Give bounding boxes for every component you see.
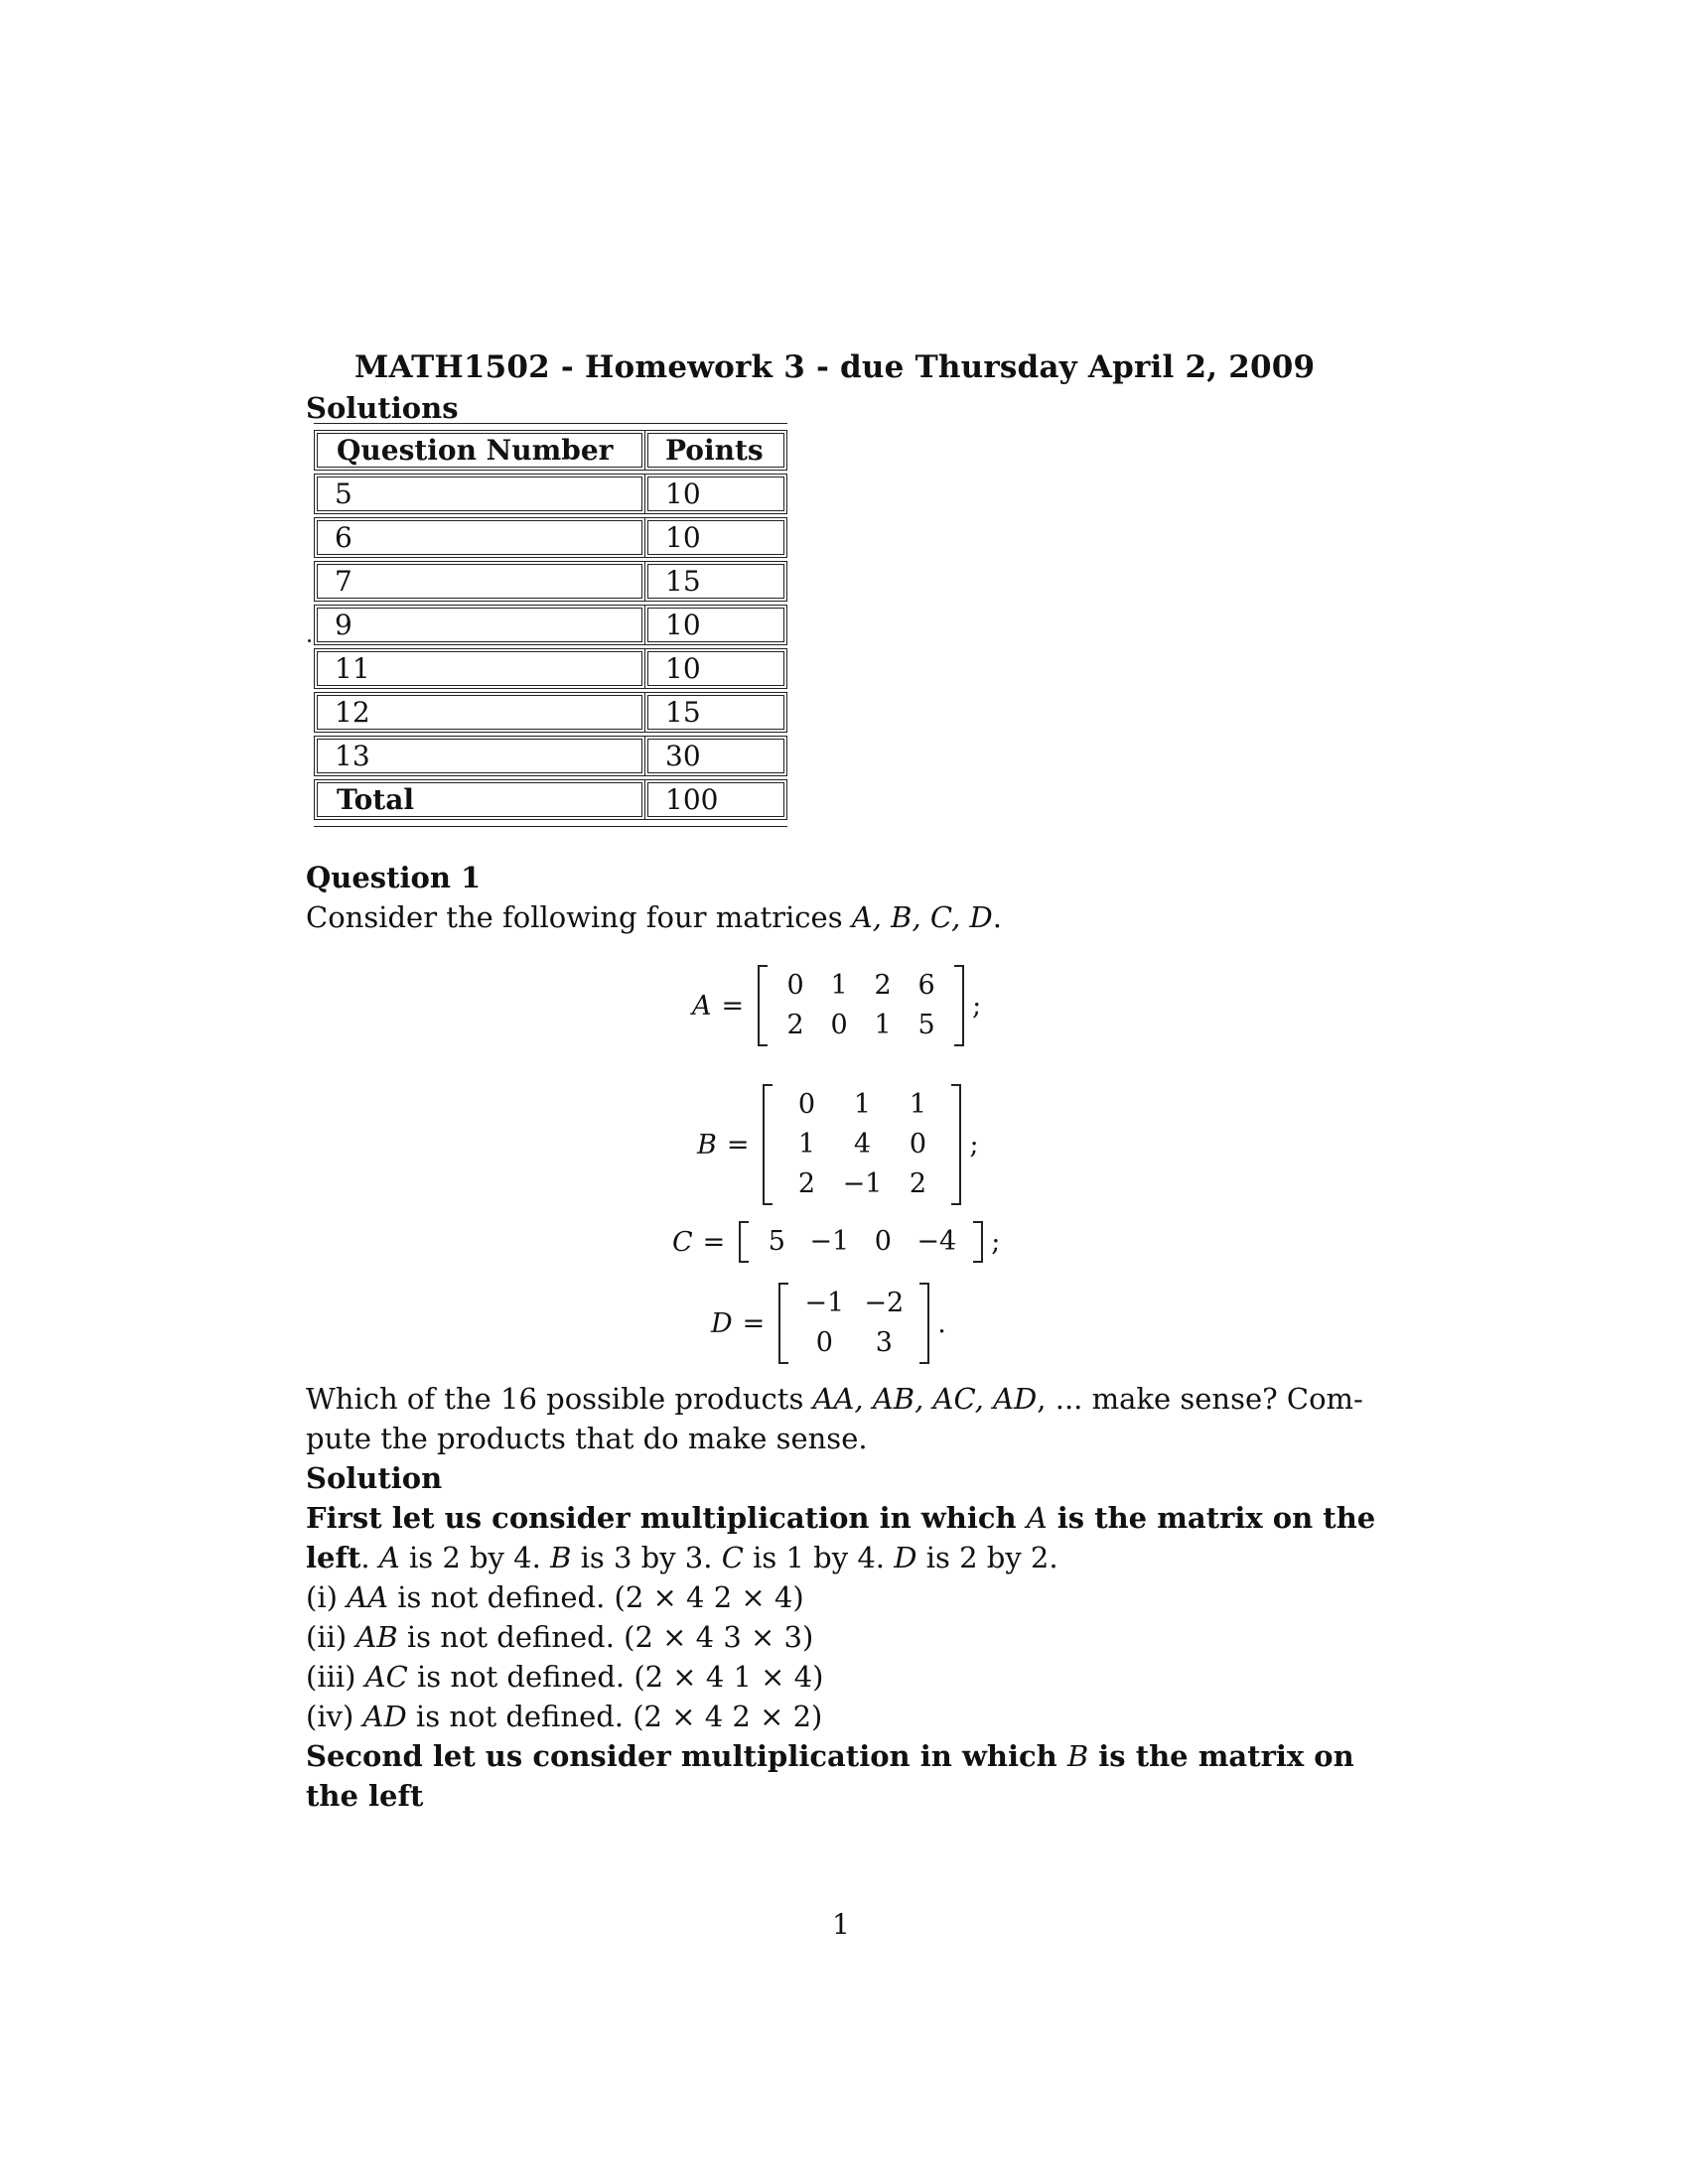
matrix-cell: 1 <box>830 970 848 1001</box>
dim-text: is 2 by 2. <box>916 1541 1058 1574</box>
question-cell: 7 <box>314 561 645 602</box>
question-cell: 13 <box>314 736 645 776</box>
item-number: (ii) <box>306 1620 356 1654</box>
matrix-cell: 0 <box>797 1089 816 1120</box>
math-var: B <box>550 1541 572 1574</box>
matrix-a <box>692 965 981 1046</box>
prompt-line-2: pute the products that do make sense. <box>306 1422 868 1455</box>
matrix-cell: −1 <box>804 1288 845 1318</box>
matrix-cell: 0 <box>815 1327 833 1358</box>
bold-text: left <box>306 1541 361 1574</box>
matrix-d-name: D <box>711 1307 733 1339</box>
matrix-d-trail: . <box>937 1307 946 1339</box>
matrix-c-name: C <box>672 1226 693 1258</box>
table-row <box>314 648 787 689</box>
item-text: is not defined. (2 × 4 3 × 3) <box>397 1620 814 1654</box>
stray-dot-mark <box>308 639 311 642</box>
equals-sign: = <box>721 990 745 1022</box>
equals-sign: = <box>726 1129 750 1160</box>
matrix-cell: 4 <box>853 1129 872 1160</box>
matrix-cell: 5 <box>768 1226 785 1257</box>
table-header-row <box>314 430 787 471</box>
points-cell: 30 <box>645 736 787 776</box>
matrix-cell: 1 <box>874 1010 892 1040</box>
math-var: D <box>894 1541 917 1574</box>
matrix-cell: 2 <box>797 1168 816 1199</box>
table-row <box>314 692 787 733</box>
item-text: is not defined. (2 × 4 2 × 2) <box>406 1700 823 1733</box>
matrix-cell: 1 <box>853 1089 872 1120</box>
item-number: (i) <box>306 1580 348 1614</box>
table-total-row <box>314 779 787 820</box>
bold-text: is the matrix on the <box>1047 1501 1376 1535</box>
item-text: is not defined. (2 × 4 1 × 4) <box>407 1660 824 1694</box>
points-cell: 10 <box>645 648 787 689</box>
answer-item <box>306 1697 822 1736</box>
question-cell: 11 <box>314 648 645 689</box>
solution-heading: Solution <box>306 1461 443 1495</box>
question-1-heading: Question 1 <box>306 861 482 894</box>
points-table <box>314 423 787 827</box>
matrix-cell: 0 <box>909 1129 927 1160</box>
matrix-a-trail: ; <box>972 990 982 1022</box>
table-row <box>314 561 787 602</box>
matrix-b <box>697 1084 979 1205</box>
bold-text: is the matrix on <box>1088 1739 1354 1773</box>
matrix-b-body <box>763 1084 961 1205</box>
matrix-c-body <box>739 1221 983 1263</box>
table-row <box>314 736 787 776</box>
item-number: (iv) <box>306 1700 363 1733</box>
solutions-heading: Solutions <box>306 391 459 425</box>
math-var: C <box>721 1541 744 1574</box>
matrix-cell: 2 <box>874 970 892 1001</box>
question-cell: 6 <box>314 517 645 558</box>
answer-item <box>306 1657 823 1697</box>
matrix-d <box>711 1283 946 1364</box>
total-label: Total <box>314 779 645 820</box>
matrix-cell: 1 <box>909 1089 927 1120</box>
matrix-c-trail: ; <box>991 1226 1001 1258</box>
equals-sign: = <box>742 1307 766 1339</box>
matrix-cell: −1 <box>842 1168 883 1199</box>
first-case-line-1 <box>306 1498 1375 1538</box>
table-row <box>314 517 787 558</box>
points-cell: 15 <box>645 692 787 733</box>
matrix-cell: 0 <box>874 1226 892 1257</box>
product-name: AB <box>355 1620 398 1654</box>
question-cell: 5 <box>314 474 645 514</box>
points-cell: 10 <box>645 517 787 558</box>
matrix-cell: 2 <box>909 1168 927 1199</box>
dim-text: is 1 by 4. <box>743 1541 895 1574</box>
matrix-cell: 6 <box>917 970 935 1001</box>
matrix-cell: −4 <box>916 1226 957 1257</box>
intro-end: . <box>992 900 1002 934</box>
product-name: AC <box>364 1660 408 1694</box>
points-cell: 15 <box>645 561 787 602</box>
column-header-question: Question Number <box>314 430 645 471</box>
matrix-c <box>672 1221 1000 1263</box>
equals-sign: = <box>702 1226 726 1258</box>
bold-text: First let us consider multiplication in which <box>306 1501 1027 1535</box>
item-number: (iii) <box>306 1660 365 1694</box>
document-title: MATH1502 - Homework 3 - due Thursday April 2, 2009 <box>354 349 1316 385</box>
table-row <box>314 474 787 514</box>
points-cell: 10 <box>645 474 787 514</box>
answer-item <box>306 1577 804 1617</box>
matrix-cell: −1 <box>809 1226 850 1257</box>
prompt-vars: AA, AB, AC, AD <box>812 1382 1038 1416</box>
product-name: AA <box>347 1580 389 1614</box>
question-cell: 12 <box>314 692 645 733</box>
second-case-line-1 <box>306 1736 1354 1776</box>
prompt-text: , ... make sense? Com- <box>1037 1382 1363 1416</box>
dim-text: is 3 by 3. <box>571 1541 722 1574</box>
matrix-cell: 1 <box>797 1129 816 1160</box>
math-var: B <box>1066 1739 1089 1773</box>
table-row <box>314 605 787 645</box>
prompt-text: Which of the 16 possible products <box>306 1382 813 1416</box>
matrix-b-name: B <box>697 1129 717 1160</box>
question-1-intro <box>306 897 1002 937</box>
second-case-line-2: the left <box>306 1779 424 1813</box>
matrix-cell: 5 <box>917 1010 935 1040</box>
page-number: 1 <box>832 1908 850 1941</box>
first-case-line-2: left. A is 2 by 4. B is 3 by 3. C is 1 by 4. D is 2 by 2. <box>306 1541 1058 1574</box>
math-var: A <box>378 1541 400 1574</box>
item-text: is not defined. (2 × 4 2 × 4) <box>388 1580 804 1614</box>
matrix-cell: 3 <box>875 1327 893 1358</box>
product-name: AD <box>362 1700 407 1733</box>
matrix-cell: −2 <box>864 1288 905 1318</box>
matrix-a-name: A <box>692 990 712 1022</box>
prompt-line-1 <box>306 1379 1363 1419</box>
matrix-cell: 2 <box>786 1010 804 1040</box>
question-cell: 9 <box>314 605 645 645</box>
column-header-points: Points <box>645 430 787 471</box>
answer-item <box>306 1617 813 1657</box>
points-cell: 10 <box>645 605 787 645</box>
total-points: 100 <box>645 779 787 820</box>
math-var: A <box>1026 1501 1048 1535</box>
matrix-d-body <box>778 1283 929 1364</box>
bold-text: Second let us consider multiplication in which <box>306 1739 1067 1773</box>
intro-text: Consider the following four matrices <box>306 900 852 934</box>
matrix-cell: 0 <box>786 970 804 1001</box>
matrix-cell: 0 <box>830 1010 848 1040</box>
matrix-b-trail: ; <box>969 1129 979 1160</box>
dim-text: is 2 by 4. <box>399 1541 551 1574</box>
matrix-a-body <box>758 965 964 1046</box>
intro-vars: A, B, C, D <box>851 900 993 934</box>
